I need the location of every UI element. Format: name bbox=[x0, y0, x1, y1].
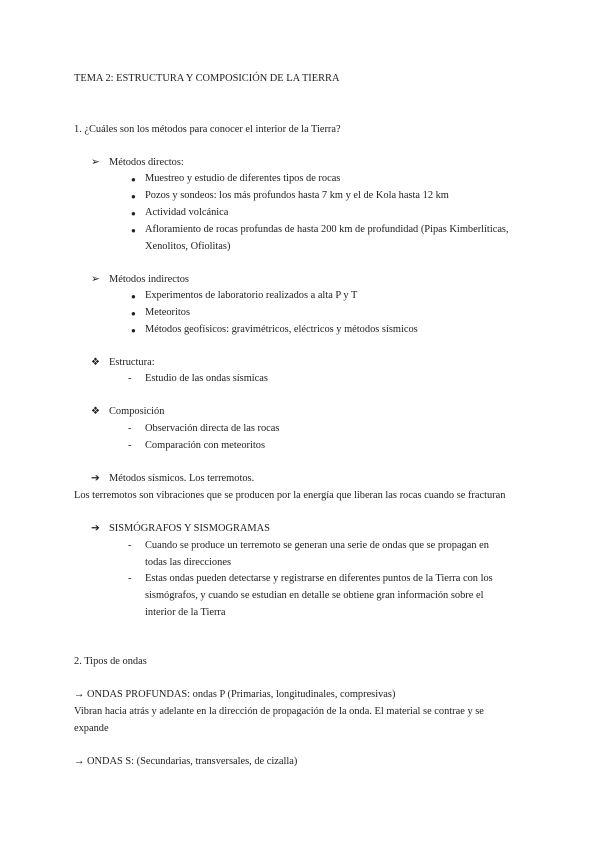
composicion-heading: Composición bbox=[109, 406, 165, 417]
list-item: Estudio de las ondas sísmicas bbox=[145, 373, 268, 384]
list-item: Cuando se produce un terremoto se generan una serie de ondas que se propagan en bbox=[145, 540, 489, 551]
arrow-bullet-icon: ➔ bbox=[91, 523, 100, 534]
sismografos-heading: SISMÓGRAFOS Y SISMOGRAMAS bbox=[109, 523, 270, 534]
question-1: 1. ¿Cuáles son los métodos para conocer el interior de la Tierra? bbox=[74, 124, 341, 135]
bullet-dash-icon: - bbox=[128, 540, 132, 551]
list-item-continuation: Xenolitos, Ofiolitas) bbox=[145, 241, 231, 252]
list-item: Muestreo y estudio de diferentes tipos de rocas bbox=[145, 173, 341, 184]
metodos-directos-heading: Métodos directos: bbox=[109, 157, 184, 168]
list-item: Pozos y sondeos: los más profundos hasta 7 km y el de Kola hasta 12 km bbox=[145, 190, 449, 201]
list-item: Observación directa de las rocas bbox=[145, 423, 280, 434]
bullet-dot-icon: ● bbox=[131, 326, 136, 335]
list-item: Experimentos de laboratorio realizados a alta P y T bbox=[145, 290, 358, 301]
arrowhead-bullet-icon: ➢ bbox=[91, 157, 100, 168]
ondas-p-text: Vibran hacia atrás y adelante en la dirección de propagación de la onda. El material se contrae y se bbox=[74, 706, 484, 717]
diamond-bullet-icon: ❖ bbox=[91, 406, 100, 417]
metodos-sismicos-heading: Métodos sísmicos. Los terremotos. bbox=[109, 473, 255, 484]
list-item-continuation: sismógrafos, y cuando se estudian en detalle se obtiene gran información sobre el bbox=[145, 590, 484, 601]
list-item: Estas ondas pueden detectarse y registrarse en diferentes puntos de la Tierra con los bbox=[145, 573, 493, 584]
list-item: Métodos geofísicos: gravimétricos, eléctricos y métodos sísmicos bbox=[145, 324, 418, 335]
bullet-dash-icon: - bbox=[128, 373, 132, 384]
estructura-heading: Estructura: bbox=[109, 357, 155, 368]
bullet-dot-icon: ● bbox=[131, 309, 136, 318]
list-item: Comparación con meteoritos bbox=[145, 440, 266, 451]
bullet-dot-icon: ● bbox=[131, 209, 136, 218]
bullet-dot-icon: ● bbox=[131, 192, 136, 201]
ondas-s-heading: → ONDAS S: (Secundarias, transversales, de cizalla) bbox=[74, 756, 298, 767]
list-item-continuation: todas las direcciones bbox=[145, 557, 231, 568]
ondas-p-heading: → ONDAS PROFUNDAS: ondas P (Primarias, longitudinales, compresivas) bbox=[74, 689, 396, 700]
list-item: Meteoritos bbox=[145, 307, 191, 318]
bullet-dash-icon: - bbox=[128, 423, 132, 434]
bullet-dot-icon: ● bbox=[131, 226, 136, 235]
terremotos-paragraph: Los terremotos son vibraciones que se producen por la energía que liberan las rocas cuando se fracturan bbox=[74, 490, 506, 501]
bullet-dot-icon: ● bbox=[131, 292, 136, 301]
list-item: Actividad volcánica bbox=[145, 207, 229, 218]
section-2-heading: 2. Tipos de ondas bbox=[74, 656, 147, 667]
document-title: TEMA 2: ESTRUCTURA Y COMPOSICIÓN DE LA TIERRA bbox=[74, 73, 340, 84]
bullet-dash-icon: - bbox=[128, 573, 132, 584]
list-item: Afloramiento de rocas profundas de hasta 200 km de profundidad (Pipas Kimberlíticas, bbox=[145, 224, 509, 235]
arrowhead-bullet-icon: ➢ bbox=[91, 274, 100, 285]
arrow-bullet-icon: ➔ bbox=[91, 473, 100, 484]
diamond-bullet-icon: ❖ bbox=[91, 357, 100, 368]
ondas-p-text: expande bbox=[74, 723, 109, 734]
metodos-indirectos-heading: Métodos indirectos bbox=[109, 274, 189, 285]
bullet-dash-icon: - bbox=[128, 440, 132, 451]
bullet-dot-icon: ● bbox=[131, 175, 136, 184]
list-item-continuation: interior de la Tierra bbox=[145, 607, 226, 618]
